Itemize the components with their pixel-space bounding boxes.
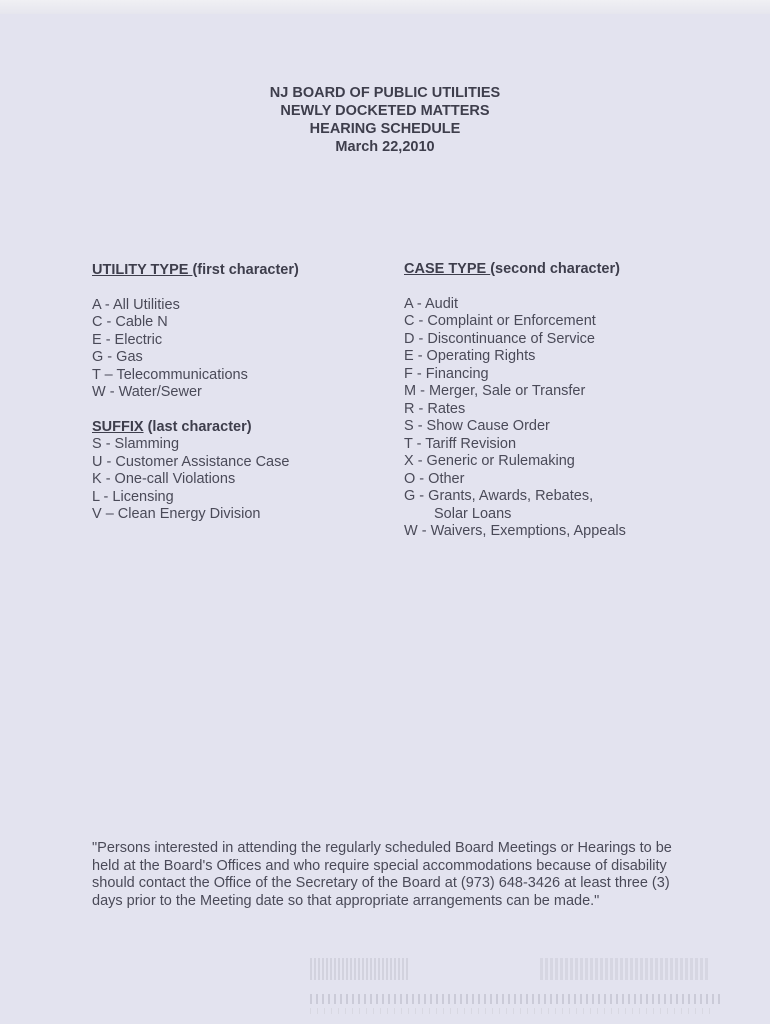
suffix-section <box>92 419 382 524</box>
list-item: D - Discontinuance of Service <box>404 330 595 347</box>
list-item: U - Customer Assistance Case <box>92 453 290 470</box>
header-date: March 22,2010 <box>335 139 435 155</box>
document-header <box>0 84 770 156</box>
accessibility-notice: "Persons interested in attending the regularly scheduled Board Meetings or Hearings to be held at the Board's Offices and who require special accommodations because of disability should contact the Office of the Secretary of the Board at (973) 648-3426 at least three (3) days prior to the Meeting date so that appropriate arrangements can be made." <box>92 840 672 909</box>
list-item: S - Show Cause Order <box>404 418 550 434</box>
list-item: G - Gas <box>92 349 143 365</box>
case-type-title: CASE TYPE (second character) <box>404 261 620 277</box>
utility-type-list <box>92 297 382 402</box>
list-item: X - Generic or Rulemaking <box>404 453 575 469</box>
list-item: C - Cable N <box>92 314 168 330</box>
list-item: K - One-call Violations <box>92 471 236 487</box>
list-item: F - Financing <box>404 365 489 382</box>
list-item: R - Rates <box>404 400 466 417</box>
case-type-section <box>404 261 734 541</box>
list-item: E - Electric <box>92 331 163 348</box>
list-item: W - Water/Sewer <box>92 384 202 400</box>
suffix-list <box>92 436 382 524</box>
list-item: E - Operating Rights <box>404 348 536 364</box>
list-item: V – Clean Energy Division <box>92 506 261 522</box>
utility-type-section <box>92 262 382 524</box>
list-item: T - Tariff Revision <box>404 435 517 452</box>
case-type-list <box>404 296 734 541</box>
list-item-continuation: Solar Loans <box>434 505 512 522</box>
scan-artifact <box>310 994 720 1004</box>
header-subtitle: NEWLY DOCKETED MATTERS <box>280 103 490 119</box>
header-org: NJ BOARD OF PUBLIC UTILITIES <box>269 85 501 101</box>
header-schedule: HEARING SCHEDULE <box>309 121 461 137</box>
list-item: M - Merger, Sale or Transfer <box>404 383 586 399</box>
list-item: G - Grants, Awards, Rebates, <box>404 488 594 504</box>
utility-type-title: UTILITY TYPE (first character) <box>92 262 299 278</box>
scan-artifact <box>310 1008 710 1014</box>
list-item: C - Complaint or Enforcement <box>404 313 596 329</box>
scan-artifact <box>540 958 710 980</box>
scan-top-band <box>0 0 770 14</box>
list-item: L - Licensing <box>92 488 174 505</box>
list-item: T – Telecommunications <box>92 366 248 383</box>
scan-artifact <box>310 958 410 980</box>
list-item: A - All Utilities <box>92 296 180 313</box>
list-item: S - Slamming <box>92 436 180 452</box>
suffix-title: SUFFIX (last character) <box>92 418 252 435</box>
list-item: W - Waivers, Exemptions, Appeals <box>404 523 626 539</box>
list-item: A - Audit <box>404 295 459 312</box>
list-item: O - Other <box>404 470 465 487</box>
